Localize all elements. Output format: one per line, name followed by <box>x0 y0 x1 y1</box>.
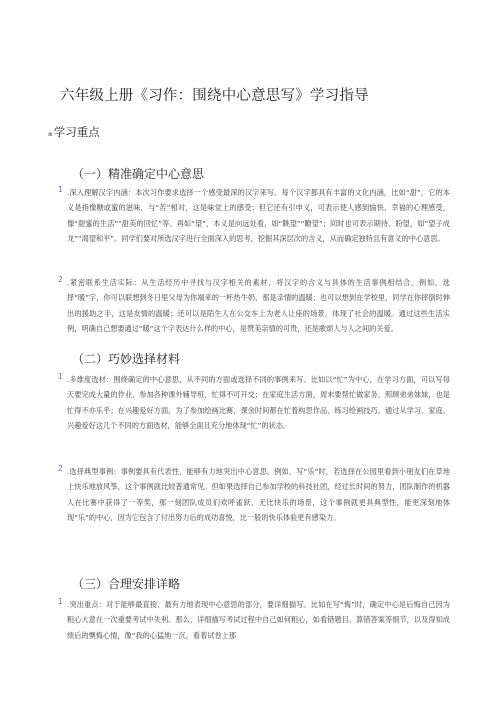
item-text: .深入理解汉字内涵：本次习作要求选择一个感受最深的汉字来写。每个汉字都具有丰富的文化内涵，比如“甜”，它的本义是指像糖或蜜的滋味，与“苦”相对，这是味觉上的感受；但它还有引申义，可表示使人感到愉快、幸福的心理感受，像“甜蜜的生活”“甜美的回忆”等。再如“望”，本义是向远处看，如“眺望”“瞭望”；同时也可表示期待、盼望，如“望子成龙”“渴望和平”。同学们要对所选汉字进行全面深入的思考，挖掘其深层次的含义，从而确定独特且有意义的中心意思。 <box>67 188 450 244</box>
section-label <box>48 124 100 140</box>
item-number: 2 <box>58 275 63 284</box>
section-heading-2: （二）巧妙选择材料 <box>72 352 181 366</box>
section-heading-3: （三）合理安排详略 <box>72 577 181 591</box>
item-text: .多维度选材：围绕确定的中心意思，从不同的方面或选择不同的事例来写。比如以“忙”为中心，在学习方面，可以写每天要完成大量的作业，参加各种课外辅导班，忙得不可开交；在家庭生活方面，周末要帮忙做家务，照顾弟弟妹妹，也是忙得不亦乐乎；在兴趣爱好方面，为了参加绘画比赛，课余时间都在忙着构思作品、练习绘画技巧。通过从学习、家庭、兴趣爱好这几个不同的方面选材，能够全面且充分地体现“忙”的状态。 <box>67 375 450 431</box>
list-item <box>58 275 450 337</box>
item-text: .突出重点：对于能够最直接、最有力地表现中心意思的部分，要详细描写。比如在写“悔”时，确定中心是后悔自己因为粗心大意在一次重要考试中失利。那么，详细描写考试过程中自己如何粗心，如看错题目、算错答案等细节，以及得知成绩后的懊悔心情，像“我的心猛地一沉，看着试卷上那 <box>67 600 450 640</box>
list-item <box>58 185 450 247</box>
item-number: 1 <box>58 372 63 381</box>
section-heading-1: （一）精准确定中心意思 <box>72 167 205 181</box>
list-item <box>58 597 450 643</box>
item-text: .选择典型事例：事例要具有代表性，能够有力地突出中心意思。例如，写“乐”时，若选择在公园里看到小朋友们在草地上快乐地放风筝，这个事例就比较普通常见。但如果选择自己参加学校的科技社团，经过长时间的努力，团队制作的机器人在比赛中获得了一等奖，那一刻团队成员们欢呼雀跃、无比快乐的场景，这个事例就更具典型性，能更深刻地体现“乐”的中心，因为它包含了付出努力后的成功喜悦，比一般的快乐体验更有感染力。 <box>67 467 450 523</box>
item-number: 1 <box>58 185 63 194</box>
document-title: 六年级上册《习作：围绕中心意思写》学习指导 <box>60 88 369 104</box>
item-text: .紧密联系生活实际：从生活经历中寻找与汉字相关的素材，将汉字的含义与具体的生活事例相结合。例如，选择“暖”字，你可以联想到冬日里父母为你端来的一杯热牛奶，那是亲情的温暖；也可以想到在学校里，同学在你摔倒时伸出的援助之手，这是友情的温暖；还可以是陌生人在公交车上为老人让座的场景，体现了社会的温暖。通过这些生活实例，明确自己想要通过“暖”这个字表达什么样的中心，是赞美亲情的可贵，还是歌颂人与人之间的关爱。 <box>67 278 450 334</box>
item-number: 1 <box>58 597 63 606</box>
bullet-mark-icon: ▪ <box>48 130 53 138</box>
section-label-text: 学习重点 <box>53 125 100 139</box>
list-item <box>58 464 450 526</box>
item-number: 2 <box>58 464 63 473</box>
list-item <box>58 372 450 434</box>
